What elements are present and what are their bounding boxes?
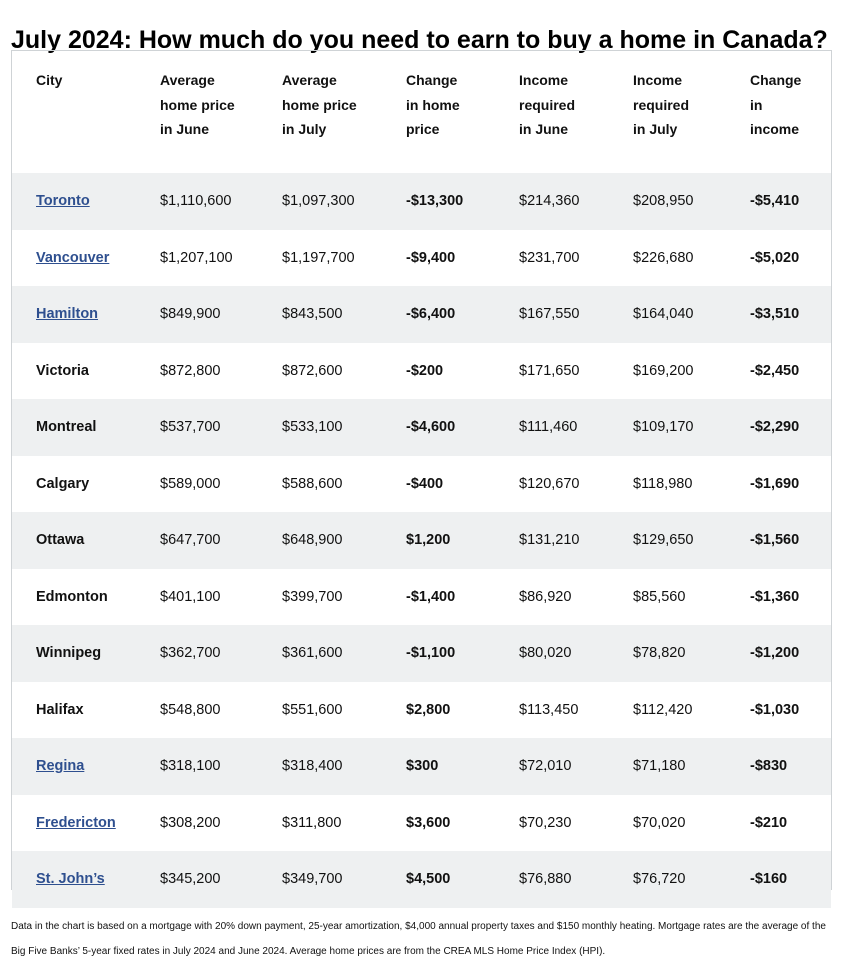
income-june-cell: $171,650	[519, 362, 580, 379]
income-june-cell: $80,020	[519, 625, 633, 682]
city-link[interactable]: Hamilton	[36, 306, 99, 323]
income-july-cell: $70,020	[633, 814, 686, 831]
table-row	[12, 851, 831, 908]
city-link[interactable]: Fredericton	[36, 814, 116, 831]
city-name: Montreal	[36, 419, 97, 436]
city-link[interactable]: Toronto	[36, 193, 90, 210]
price-june-cell: $401,100	[160, 588, 221, 605]
city-cell	[12, 399, 160, 456]
price-change-cell: -$4,600	[406, 399, 519, 456]
city-cell	[12, 625, 160, 682]
price-june-cell: $1,207,100	[160, 249, 233, 266]
table-row	[12, 512, 831, 569]
income-change-cell: -$3,510	[750, 286, 831, 343]
table-row	[12, 625, 831, 682]
income-june-cell: $214,360	[519, 173, 633, 230]
city-name: Winnipeg	[36, 645, 102, 662]
income-june-cell: $120,670	[519, 475, 580, 492]
price-change-cell: $2,800	[406, 701, 451, 718]
income-table	[12, 51, 831, 908]
table-header-row	[12, 51, 831, 173]
price-change-cell: -$400	[406, 475, 444, 492]
income-july-cell: $78,820	[633, 625, 750, 682]
price-change-cell: -$6,400	[406, 286, 519, 343]
income-change-cell: -$2,290	[750, 399, 831, 456]
income-change-cell: -$5,020	[750, 249, 800, 266]
income-june-cell: $111,460	[519, 399, 633, 456]
price-july-cell: $399,700	[282, 588, 343, 605]
table-row	[12, 795, 831, 852]
income-change-cell: -$1,360	[750, 588, 800, 605]
price-june-cell: $849,900	[160, 286, 282, 343]
header-income-july: Income required in July	[633, 72, 690, 137]
price-july-cell: $872,600	[282, 362, 343, 379]
income-july-cell: $129,650	[633, 512, 750, 569]
header-price-june: Average home price in June	[160, 72, 235, 137]
table-row	[12, 230, 831, 287]
price-change-cell: -$1,400	[406, 588, 456, 605]
income-change-cell: -$210	[750, 814, 788, 831]
income-july-cell: $109,170	[633, 399, 750, 456]
price-july-cell: $349,700	[282, 851, 406, 908]
header-city: City	[36, 72, 63, 88]
city-name: Calgary	[36, 475, 90, 492]
city-cell	[12, 569, 160, 626]
city-link[interactable]: St. John’s	[36, 871, 105, 888]
income-july-cell: $71,180	[633, 738, 750, 795]
header-income-june: Income required in June	[519, 72, 576, 137]
income-change-cell: -$1,560	[750, 512, 831, 569]
city-name: Halifax	[36, 701, 84, 718]
city-cell	[12, 512, 160, 569]
income-june-cell: $72,010	[519, 738, 633, 795]
price-change-cell: -$13,300	[406, 173, 519, 230]
header-price-change: Change in home price	[406, 72, 460, 137]
price-june-cell: $537,700	[160, 399, 282, 456]
income-june-cell: $231,700	[519, 249, 580, 266]
table-row	[12, 456, 831, 513]
city-cell	[12, 230, 160, 287]
table-row	[12, 343, 831, 400]
price-july-cell: $1,097,300	[282, 173, 406, 230]
price-july-cell: $533,100	[282, 399, 406, 456]
price-june-cell: $318,100	[160, 738, 282, 795]
table-row	[12, 173, 831, 230]
income-change-cell: -$160	[750, 851, 831, 908]
price-june-cell: $362,700	[160, 625, 282, 682]
income-june-cell: $76,880	[519, 851, 633, 908]
price-july-cell: $311,800	[282, 814, 342, 831]
city-cell	[12, 456, 160, 513]
header-price-july: Average home price in July	[282, 72, 357, 137]
city-link[interactable]: Vancouver	[36, 249, 110, 266]
price-june-cell: $548,800	[160, 701, 221, 718]
income-june-cell: $113,450	[519, 701, 579, 718]
income-july-cell: $169,200	[633, 362, 694, 379]
table-body	[12, 173, 831, 908]
income-july-cell: $208,950	[633, 173, 750, 230]
income-july-cell: $76,720	[633, 851, 750, 908]
income-july-cell: $226,680	[633, 249, 694, 266]
income-table-container	[11, 50, 832, 890]
income-change-cell: -$5,410	[750, 173, 831, 230]
table-row	[12, 569, 831, 626]
city-cell	[12, 738, 160, 795]
table-row	[12, 286, 831, 343]
price-july-cell: $648,900	[282, 512, 406, 569]
price-june-cell: $647,700	[160, 512, 282, 569]
price-july-cell: $318,400	[282, 738, 406, 795]
price-june-cell: $1,110,600	[160, 173, 282, 230]
price-july-cell: $1,197,700	[282, 249, 355, 266]
city-name: Victoria	[36, 362, 89, 379]
price-change-cell: -$9,400	[406, 249, 456, 266]
price-june-cell: $872,800	[160, 362, 221, 379]
price-change-cell: $300	[406, 738, 519, 795]
price-change-cell: $1,200	[406, 512, 519, 569]
income-june-cell: $167,550	[519, 286, 633, 343]
city-cell	[12, 286, 160, 343]
price-change-cell: -$1,100	[406, 625, 519, 682]
price-june-cell: $308,200	[160, 814, 221, 831]
footnote: Data in the chart is based on a mortgage with 20% down payment, 25-year amortization, $4,000 annual property taxes and $150 monthly heating. Mortgage rates are the average of the Big Five Banks’ 5-year fixed rates in July 2024 and June 2024. Average home prices are from the CREA MLS Home Price Index (HPI).	[11, 921, 826, 957]
price-july-cell: $551,600	[282, 701, 343, 718]
income-july-cell: $118,980	[633, 475, 693, 492]
city-link[interactable]: Regina	[36, 758, 85, 775]
city-name: Edmonton	[36, 588, 108, 605]
city-name: Ottawa	[36, 532, 85, 549]
income-june-cell: $70,230	[519, 814, 572, 831]
income-july-cell: $112,420	[633, 701, 693, 718]
income-change-cell: -$2,450	[750, 362, 800, 379]
city-cell	[12, 682, 160, 739]
price-change-cell: $3,600	[406, 814, 451, 831]
price-june-cell: $589,000	[160, 475, 221, 492]
price-july-cell: $843,500	[282, 286, 406, 343]
city-cell	[12, 173, 160, 230]
income-june-cell: $86,920	[519, 588, 572, 605]
income-july-cell: $85,560	[633, 588, 686, 605]
page-title: July 2024: How much do you need to earn to buy a home in Canada?	[11, 25, 828, 54]
header-income-change: Change in income	[750, 72, 802, 137]
table-row	[12, 738, 831, 795]
city-cell	[12, 851, 160, 908]
income-change-cell: -$1,200	[750, 625, 831, 682]
income-change-cell: -$1,030	[750, 701, 800, 718]
income-change-cell: -$830	[750, 738, 831, 795]
price-change-cell: $4,500	[406, 851, 519, 908]
price-change-cell: -$200	[406, 362, 444, 379]
price-july-cell: $588,600	[282, 475, 343, 492]
table-row	[12, 399, 831, 456]
price-june-cell: $345,200	[160, 851, 282, 908]
price-july-cell: $361,600	[282, 625, 406, 682]
city-cell	[12, 795, 160, 852]
income-change-cell: -$1,690	[750, 475, 800, 492]
table-row	[12, 682, 831, 739]
income-june-cell: $131,210	[519, 512, 633, 569]
city-cell	[12, 343, 160, 400]
income-july-cell: $164,040	[633, 286, 750, 343]
